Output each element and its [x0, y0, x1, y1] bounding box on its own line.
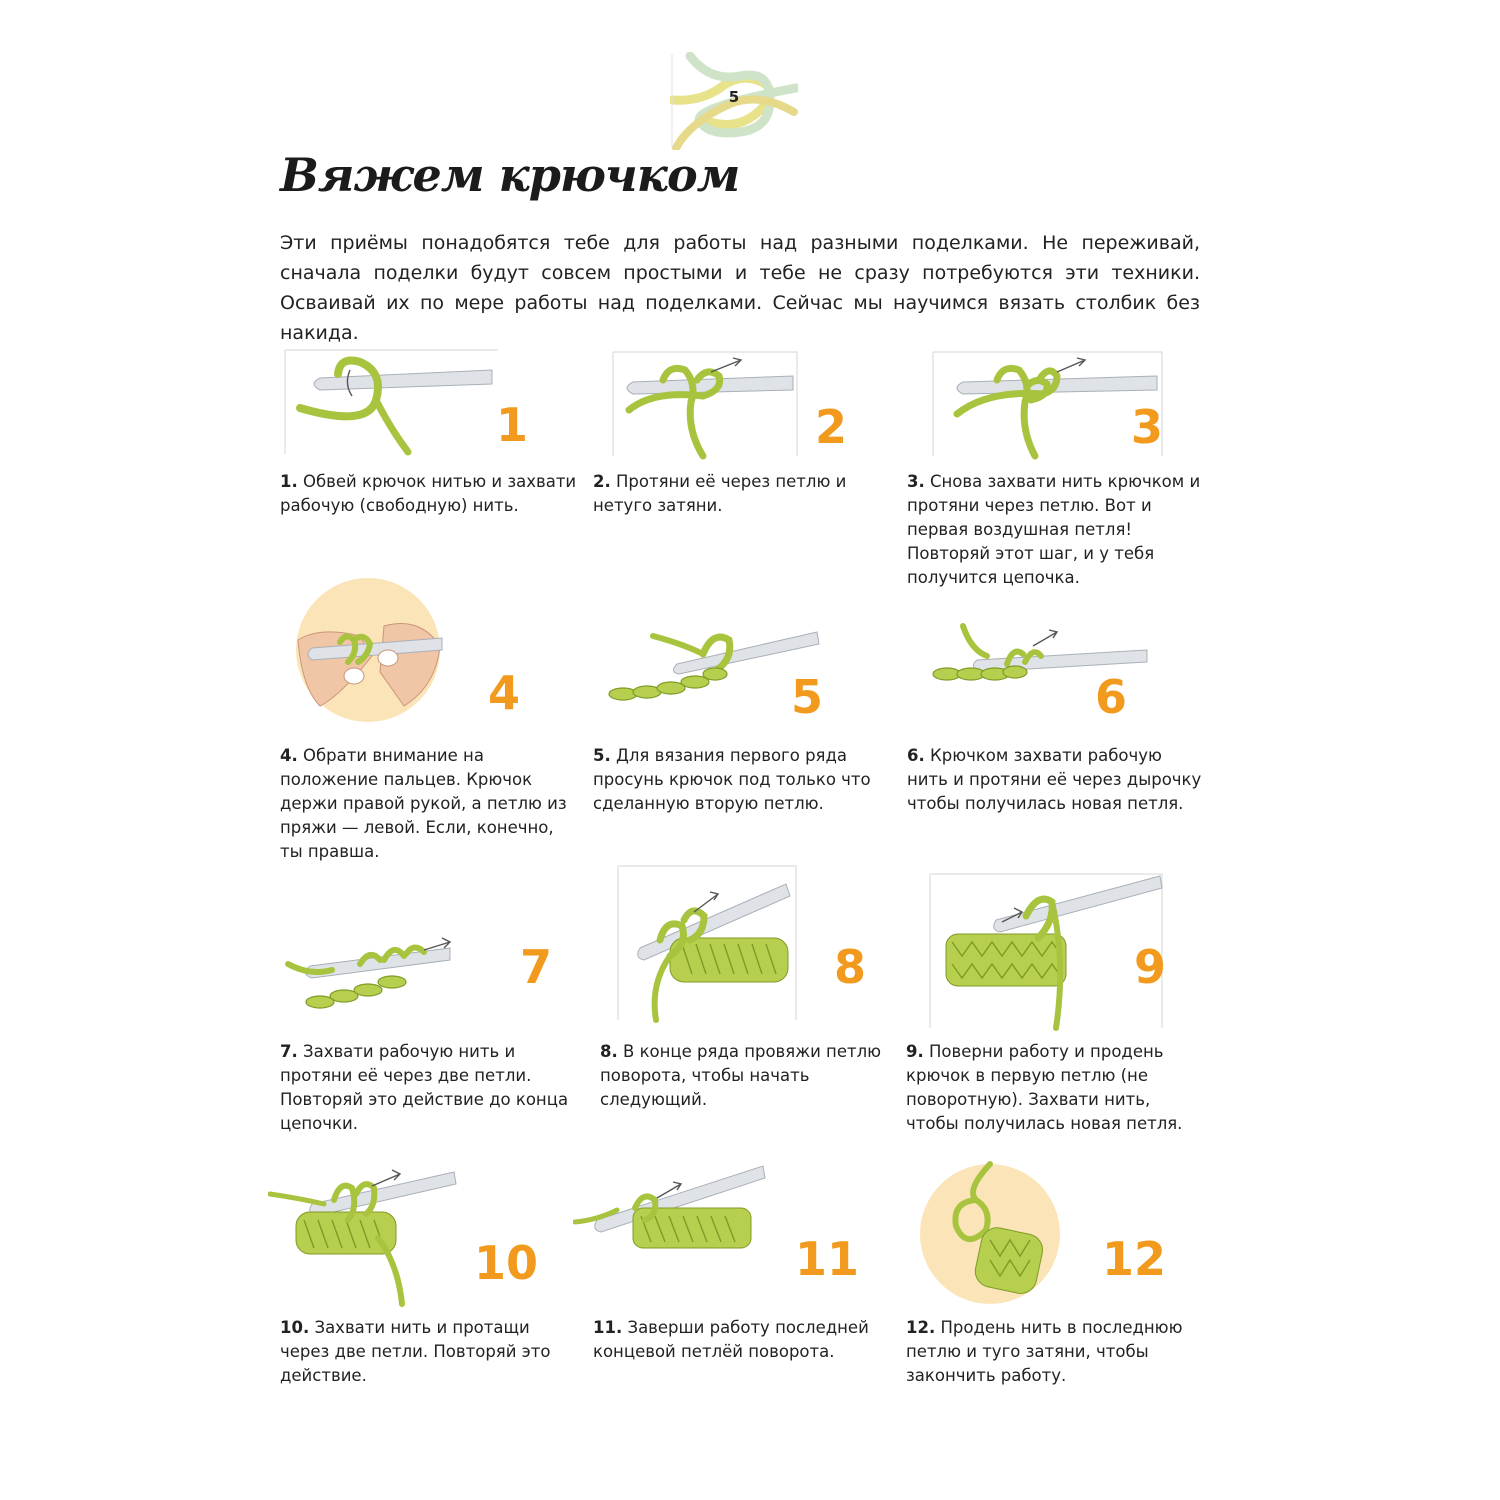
page-title: Вяжем крючком	[280, 148, 740, 202]
step-2-number: 2	[815, 400, 848, 454]
step-8-caption: 8. В конце ряда провяжи петлю поворота, чтобы начать следующий.	[600, 1042, 882, 1109]
page-number-badge	[670, 52, 798, 150]
step-3-illustration	[907, 350, 1167, 460]
step-11-number: 11	[795, 1232, 860, 1286]
step-7-number: 7	[520, 940, 553, 994]
step-4-number: 4	[488, 666, 521, 720]
step-9-caption: 9. Поверни работу и продень крючок в первую петлю (не поворотную). Захвати нить, чтобы получилась новая петля.	[906, 1042, 1183, 1133]
page-number: 5	[728, 88, 740, 106]
step-1-illustration	[280, 348, 510, 458]
step-11-illustration	[573, 1160, 773, 1260]
step-9-illustration	[906, 872, 1166, 1032]
step-3-number: 3	[1131, 400, 1164, 454]
step-12-illustration	[906, 1160, 1076, 1310]
step-3-caption: 3. Снова захвати нить крючком и протяни через петлю. Вот и первая воздушная петля! Повторяй этот шаг, и у тебя получится цепочка.	[907, 472, 1201, 587]
step-1-caption: 1. Обвей крючок нитью и захвати рабочую (свободную) нить.	[280, 472, 577, 515]
step-8-number: 8	[834, 940, 867, 994]
step-10-number: 10	[474, 1236, 539, 1290]
step-8-illustration	[600, 864, 800, 1024]
step-2-caption: 2. Протяни её через петлю и нетуго затяни.	[593, 472, 847, 515]
step-12-number: 12	[1102, 1232, 1167, 1286]
step-4-illustration	[280, 576, 450, 726]
step-5-illustration	[593, 624, 823, 714]
step-6-caption: 6. Крючком захвати рабочую нить и протяни её через дырочку чтобы получилась новая петля.	[907, 746, 1202, 813]
step-6-number: 6	[1095, 670, 1128, 724]
step-10-illustration	[268, 1164, 468, 1314]
step-7-caption: 7. Захвати рабочую нить и протяни её через две петли. Повторяй это действие до конца цепочки.	[280, 1042, 569, 1133]
step-9-number: 9	[1134, 940, 1167, 994]
step-5-number: 5	[791, 670, 824, 724]
step-10-caption: 10. Захвати нить и протащи через две петли. Повторяй это действие.	[280, 1318, 551, 1385]
step-12-caption: 12. Продень нить в последнюю петлю и туго затяни, чтобы закончить работу.	[906, 1318, 1183, 1385]
step-1-number: 1	[496, 398, 529, 452]
step-4-caption: 4. Обрати внимание на положение пальцев. Крючок держи правой рукой, а петлю из пряжи — левой. Если, конечно, ты правша.	[280, 746, 567, 861]
step-11-caption: 11. Заверши работу последней концевой петлёй поворота.	[593, 1318, 869, 1361]
step-2-illustration	[593, 350, 803, 460]
intro-paragraph: Эти приёмы понадобятся тебе для работы над разными поделками. Не переживай, сначала поделки будут совсем простыми и тебе не сразу потребуются эти техники. Осваивай их по мере работы над поделками. Сейчас мы научимся вязать столбик без накида.	[280, 232, 1200, 344]
step-7-illustration	[280, 930, 480, 1020]
step-5-caption: 5. Для вязания первого ряда просунь крючок под только что сделанную вторую петлю.	[593, 746, 871, 813]
